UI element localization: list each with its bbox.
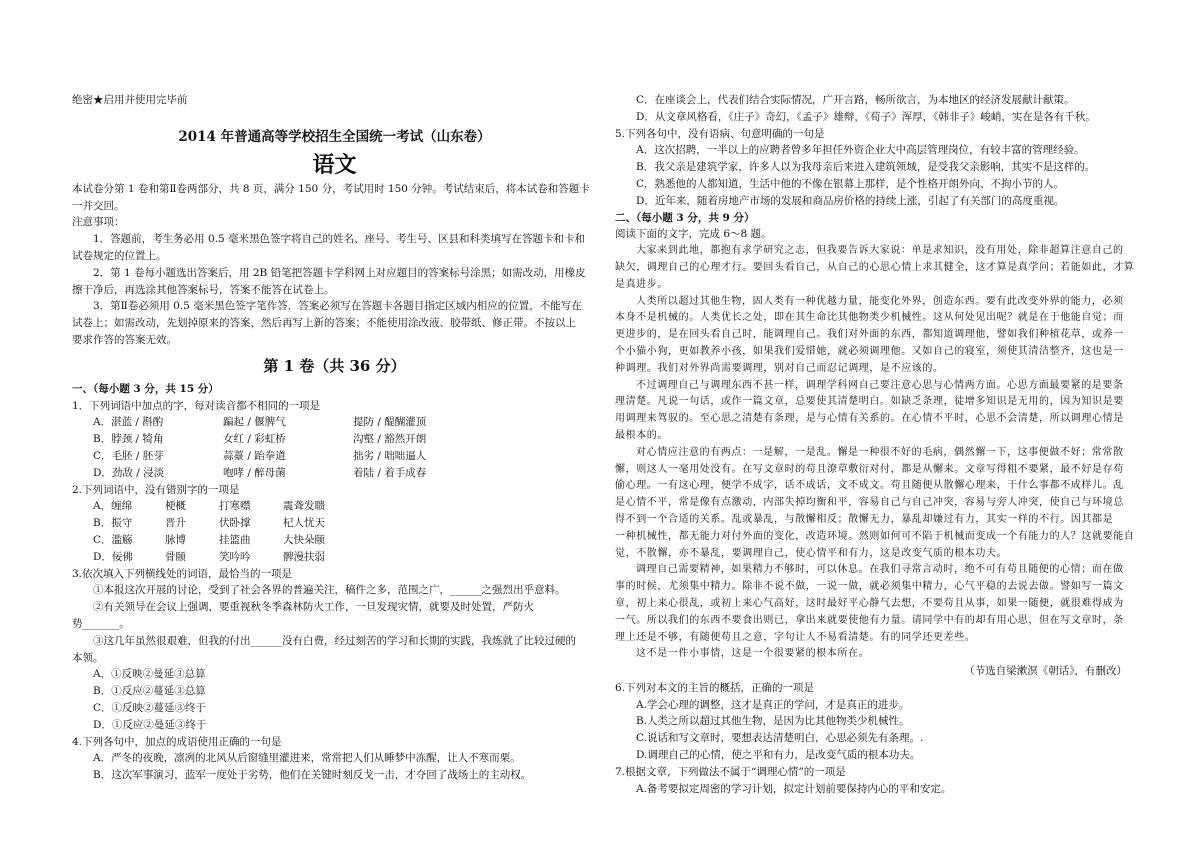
part-1-title: 一、（每小题 3 分，共 15 分） <box>72 382 219 395</box>
passage-line: 大家来到此地，都抱有求学研究之志，但我要告诉大家说：单是求知识，没有用处，除非超算注意自己的 <box>636 245 1124 257</box>
passage-line: 懈，则这人一毫用处没有。在写文章时的苟且潦草敷衍对付，都是从懈来。文章写得粗不要紧，最不好是存苟 <box>615 463 1124 475</box>
passage-line: 偷心理。一有这心理，便学不成字，话不成话，文不成文。苟且随便从散懈心理来，干什么事都不成样儿。乱 <box>615 480 1124 492</box>
passage-line: 这不是一件小事情，这是一个很要紧的根本所在。 <box>636 648 870 660</box>
passage-line: 个小猫小狗，更如教养小孩，如果我们爱惜她，就必须调理他。又如自己的寝室，须使其清洁整齐，这也是一 <box>615 345 1124 357</box>
notice-line: 要求作答的答案无效。 <box>72 333 177 346</box>
passage-line: 章，初上来心很乱，或初上来心气高好，这时最好平心静气去想，不要苟且从事，如果一随便，就很难得成为 <box>615 597 1124 609</box>
passage-line: 更进步的，是在回头看自己时，能调理自己。我们对外面的东西，都知道调理他，譬如我们种植花草，或养一 <box>615 329 1124 341</box>
passage-line: 觉，不散懈，亦不暴乱，要调理自己，使心情平和有力，这是改变气质的根本功夫。 <box>615 547 1008 559</box>
q4-stem: 4.下列各句中，加点的成语使用正确的一句是 <box>72 735 282 748</box>
q3-sentence: 势_______。 <box>72 617 130 630</box>
passage-line: 理清楚。凡说一句话，或作一篇文章，总要使其清楚明白。如缺乏条理，徒增多知识是无用的，因为知识是要 <box>615 396 1124 408</box>
q1-option-c: C．毛胚 / 胚芽 蒜薹 / 跆拳道 拙劣 / 咄咄逼人 <box>93 449 427 462</box>
q5-stem: 5.下列各句中，没有语病、句意明确的一句是 <box>615 127 825 140</box>
q2-option-d: D．佞佛 骨颐 笑吟吟 髀漫扶弱 <box>93 550 325 563</box>
q3-sentence: ①本报这次开展的讨论，受到了社会各界的普遍关注，稿件之多，范围之广，______之强烈出乎意料。 <box>93 584 566 597</box>
q5-option-c: C．熟悉他的人都知道，生活中他的不像在银幕上那样，是个性格开朗外向、不拘小节的人。 <box>636 177 1065 190</box>
q7-option-a: A.备考要拟定周密的学习计划，拟定计划前要保持内心的平和安定。 <box>636 782 952 795</box>
passage-line: 缺欠，调理自己的心理才行。要回头看自己，从自己的心思心情上求其健全，这才算是真学问；若能如此，才算 <box>615 261 1135 273</box>
exam-title: 2014 年普通高等学校招生全国统一考试（山东卷） <box>178 128 491 145</box>
passage-line: 理上还是不够，有随便苟且之意，字句让人不易看清楚。有的同学还更差些。 <box>615 631 976 643</box>
q5-option-d: D．近年来，随着房地产市场的发展和商品房价格的持续上涨，引起了有关部门的高度重视。 <box>636 194 1065 207</box>
q1-option-a: A．湛蓝 / 斟酌 蹁起 / 偃脾气 提防 / 醍醐灌顶 <box>93 416 427 429</box>
q1-option-b: B．脖颈 / 犄角 女红 / 彩虹桥 沟壑 / 豁然开朗 <box>93 433 427 446</box>
left-column <box>72 92 597 784</box>
passage-line: 人类所以超过其他生物，固人类有一种优越力量，能变化外界，创造东西。要有此改变外界的能力，必须 <box>636 295 1124 307</box>
part-2-title: 二、（每小题 3 分，共 9 分） <box>615 211 755 224</box>
q5-option-b: B．我父亲是建筑学家，许多人以为我母亲后来进入建筑领域，是受我父亲影响，其实不是这样的。 <box>636 161 1096 174</box>
q2-option-a: A．缠绵 梗概 打寒噤 震聋发聩 <box>93 500 325 513</box>
passage-line: 一种机械性，都无能力对付外面的变化，改造环境。然则如何可不陷于机械而变成一个有能力的人？这就要能自 <box>615 530 1135 542</box>
passage-line: 不过调理自己与调理东西不甚一样，调理学科网自己要注意心思与心情两方面。心思方面最要紧的是要条 <box>636 379 1124 391</box>
intro-line: 一并交回。 <box>72 199 125 212</box>
passage-line: 事的时候，尤须集中精力。除非不说不做，一说一做，就必须集中精力，心气平稳的去说去做。譬如写一篇文 <box>615 581 1124 593</box>
q6-option-b: B.人类之所以超过其他生物，是因为比其他物类少机械性。 <box>636 715 910 728</box>
passage-line: 一气。所以我们的东西不要食出则已，拿出来就要使他有力量。请同学中有的却有用心思，但在写文章时，条 <box>615 614 1124 626</box>
notice-line: 擦干净后，再选涂其他答案标号，答案不能答在试卷上。 <box>72 283 335 296</box>
q4-option-c: C．在座谈会上，代表们结合实际情况，广开言路，畅所欲言，为本地区的经济发展献计献策。 <box>636 94 1075 106</box>
passage-line: 是心情不平，常是像有点激动，内部失掉均衡和平，容易自己与自己冲突，容易与旁人冲突，使自己与环境总 <box>615 497 1124 509</box>
q2-option-c: C．滥觞 脉博 挂篮曲 大快朵颐 <box>93 533 325 546</box>
q3-option-d: D．①反应②曼延③终于 <box>93 718 207 731</box>
notice-line: 试卷上；如需改动，先划掉原来的答案，然后再写上新的答案；不能使用涂改液、胶带纸、修正带。不按以上 <box>72 317 576 330</box>
q5-option-a: A．这次招聘，一半以上的应聘者曾多年担任外资企业大中高层管理岗位，有较丰富的管理经验。 <box>636 144 1085 157</box>
passage-source: （节选自梁漱溟《朝话》，有删改） <box>964 665 1127 678</box>
q1-stem: 1．下列词语中加点的字，每对读音都不相同的一项是 <box>72 399 321 412</box>
q1-option-d: D．劲敌 / 浸淡 咆哮 / 醉母菌 着陆 / 着手成春 <box>93 466 427 479</box>
q6-stem: 6.下列对本文的主旨的概括，正确的一项是 <box>615 681 815 694</box>
q3-sentence: ②有关领导在会议上强调，要重视秋冬季森林防火工作，一旦发现灾情，就要及时处置，严防火 <box>93 601 534 614</box>
q3-sentence: ③这几年虽然很艰难，但我的付出______没有白费，经过刻苦的学习和长期的实践，我炼就了比较过硬的 <box>93 634 576 647</box>
q3-option-c: C．①反映②蔓延③终于 <box>93 701 207 714</box>
q6-option-c: C.说话和写文章时，要想表达清楚明白，心思必须先有条理。. <box>636 732 924 745</box>
intro-line: 本试卷分第 1 卷和第Ⅱ卷两部分，共 8 页，满分 150 分，考试用时 150 分钟。考试结束后，将本试卷和答题卡 <box>72 182 590 195</box>
q3-sentence: 本领。 <box>72 651 104 664</box>
reading-passage <box>615 243 1135 663</box>
subject-title: 语文 <box>312 151 357 178</box>
q4-option-b: B．这次军事演习，蓝军一度处于劣势，他们在关键时刻反戈一击，才夺回了战场上的主动权。 <box>93 769 532 782</box>
q7-stem: 7.根据文章，下列做法不属于“调理心情”的一项是 <box>615 765 846 778</box>
notice-line: 1．答题前，考生务必用 0.5 毫米黑色签字将自己的姓名、座号、考生号、区县和科类填写在答题卡和卡和 <box>93 233 586 246</box>
right-column <box>615 92 1135 797</box>
q3-option-b: B．①反应②蔓延③总算 <box>93 685 206 698</box>
passage-line: 用调理来驾驭的。至心思之清楚有条理，是与心情有关系的。在心情不平时，心思不会清楚，所以调理心情是 <box>615 413 1124 425</box>
secret-label: 绝密★启用并使用完毕前 <box>72 94 188 106</box>
notice-line: 试卷规定的位置上。 <box>72 249 167 262</box>
q6-option-a: A.学会心理的调整，这才是真正的学问，才是真正的进步。 <box>636 698 910 711</box>
q4-option-d: D．从文章风格看，《庄子》奇幻，《孟子》雄辩，《荀子》浑厚，《韩非子》峻峭，实在是各有千秋。 <box>636 110 1096 123</box>
passage-line: 调理自己需要精神，如果精力不够时，可以休息。在我们寻常言动时，绝不可有苟且随便的心情；而在做 <box>636 564 1124 576</box>
passage-line: 种调理。我们对外界尚需要调理，别对自己而忍记调理，是不应该的。 <box>615 362 944 374</box>
q3-option-a: A．①反映②曼延③总算 <box>93 668 206 681</box>
q4-option-a: A．严冬的夜晚，凛冽的北风从后窗缝里灌进来，常常把人们从睡梦中冻醒，让人不寒而栗。 <box>93 752 521 765</box>
q3-stem: 3.依次填入下列横线处的词语，最恰当的一项是 <box>72 567 293 580</box>
reading-intro: 阅读下面的文字，完成 6～8 题。 <box>615 228 772 241</box>
q2-stem: 2.下列词语中，没有错别字的一项是 <box>72 483 240 496</box>
passage-line: 本身不是机械的。人类优长之处，即在其生命比其他物类少机械性。这从何处见出呢？就是在于他能自觉；而 <box>615 312 1124 324</box>
passage-line: 得不到一个合适的关系。乱或暴乱，与散懈相反；散懈无力，暴乱却嫌过有力，其实一样的不行。因其都是 <box>615 513 1114 525</box>
passage-line: 是真进步。 <box>615 278 668 290</box>
q6-option-d: D.调理自己的心情，使之平和有力，是改变气质的根本功夫。 <box>636 749 921 762</box>
passage-line: 最根本的。 <box>615 429 668 441</box>
notice-title: 注意事项： <box>72 216 125 229</box>
q2-option-b: B．振守 晋升 伏卧撑 杞人忧天 <box>93 517 325 530</box>
notice-line: 3．第Ⅱ卷必须用 0.5 毫米黑色签字笔作答．答案必须写在答题卡各题目指定区域内相应的位置，不能写在 <box>93 300 582 313</box>
passage-line: 对心情应注意的有两点：一是解，一是乱。懈是一种很不好的毛病，偶然懈一下，这事便做不好；常常散 <box>636 446 1124 458</box>
notice-line: 2．第 1 卷每小题选出答案后，用 2B 铅笔把答题卡学科网上对应题目的答案标号涂黑；如需改动，用橡皮 <box>93 266 586 279</box>
section-1-title: 第 1 卷（共 36 分） <box>263 356 406 375</box>
